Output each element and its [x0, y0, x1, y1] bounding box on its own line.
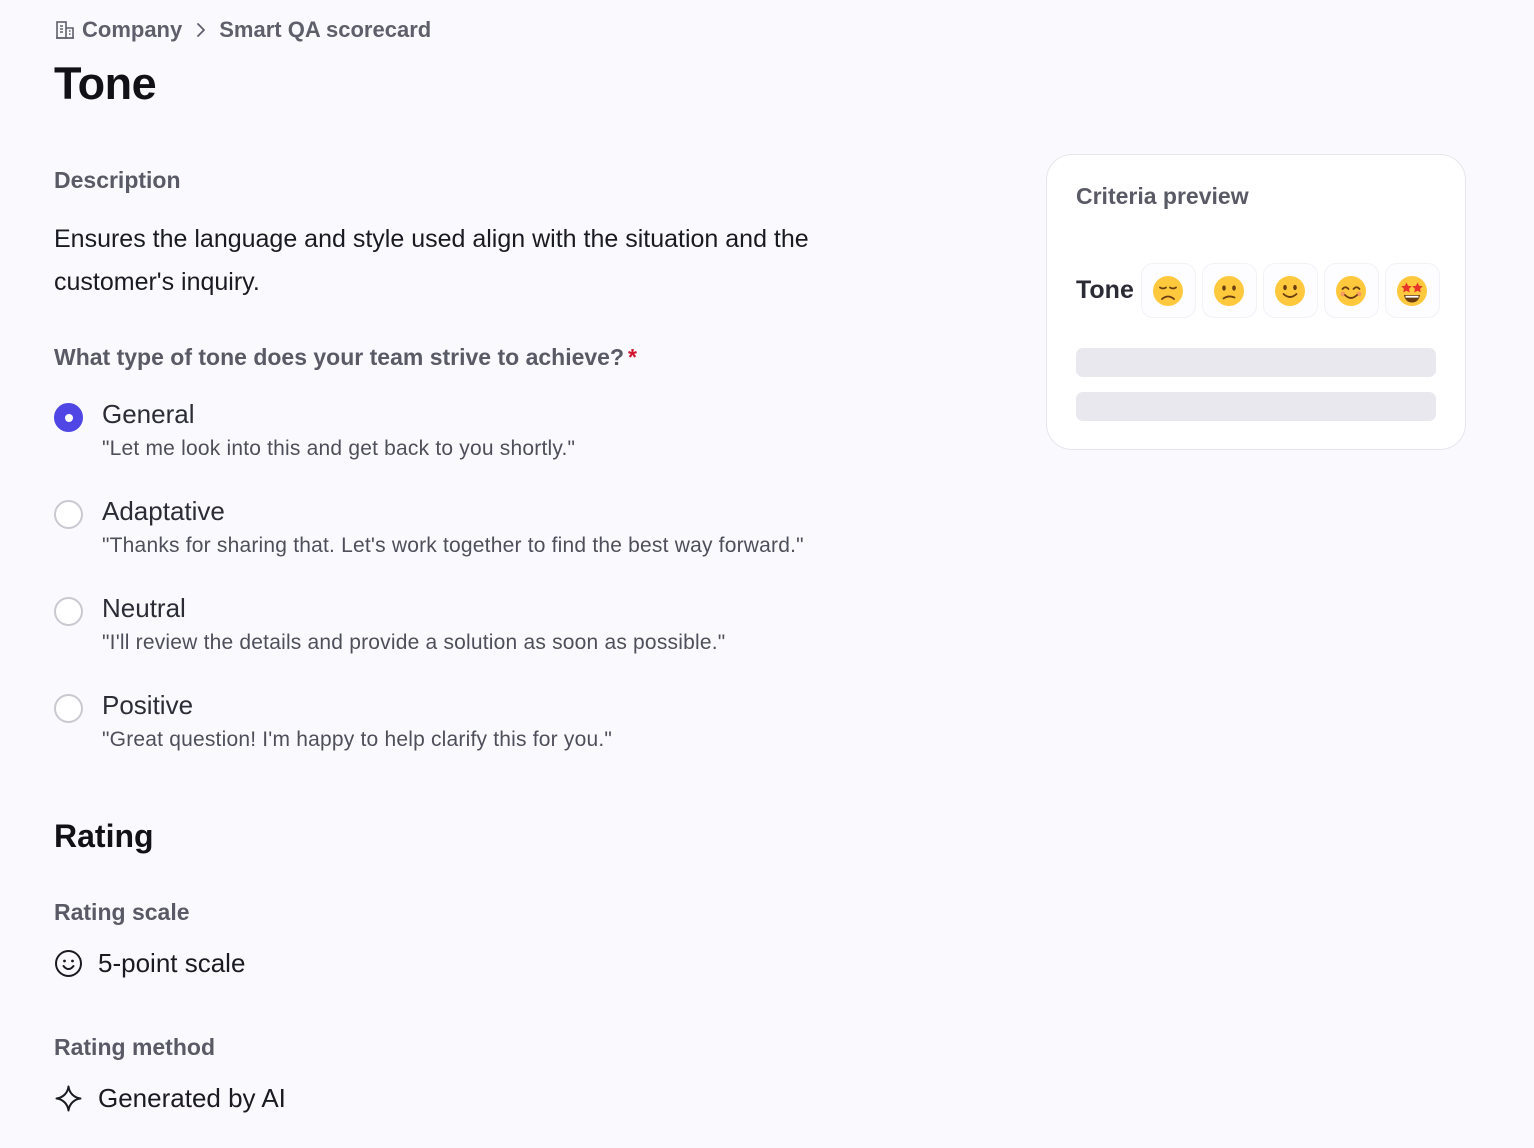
radio-neutral[interactable] [54, 597, 83, 626]
building-icon [54, 19, 76, 41]
rating-scale-label: Rating scale [54, 899, 190, 925]
rating-method-label: Rating method [54, 1034, 215, 1060]
preview-rating-row [1076, 263, 1440, 318]
smiling-face-icon[interactable] [1324, 263, 1379, 318]
skeleton-line [1076, 348, 1436, 377]
rating-heading: Rating [54, 818, 154, 854]
slightly-smiling-face-icon[interactable] [1263, 263, 1318, 318]
description-label: Description [54, 167, 181, 193]
chevron-right-icon [190, 19, 212, 41]
preview-criterion-name: Tone [1076, 276, 1134, 304]
disappointed-face-icon[interactable] [1141, 263, 1196, 318]
rating-scale-text: 5-point scale [98, 948, 246, 978]
sparkle-icon [54, 1084, 83, 1113]
preview-title: Criteria preview [1076, 183, 1249, 209]
option-label: Neutral [102, 593, 186, 623]
star-struck-face-icon[interactable] [1385, 263, 1440, 318]
rating-method-text: Generated by AI [98, 1083, 286, 1113]
breadcrumb-scorecard-link[interactable]: Smart QA scorecard [219, 17, 432, 42]
option-example: "I'll review the details and provide a solution as soon as possible." [102, 631, 726, 654]
option-example: "Great question! I'm happy to help clarify this for you." [102, 728, 613, 751]
criteria-preview-card [1046, 154, 1466, 450]
description-text: Ensures the language and style used align with the situation and the customer's inquiry. [54, 225, 809, 296]
question-text: What type of tone does your team strive to achieve? [54, 344, 625, 370]
radio-adaptative[interactable] [54, 500, 83, 529]
rating-scale-value [54, 948, 245, 979]
rating-method-value [54, 1083, 286, 1114]
option-label: Positive [102, 690, 194, 720]
smiley-icon [54, 949, 83, 978]
required-marker: * [628, 344, 637, 370]
option-example: "Thanks for sharing that. Let's work together to find the best way forward." [102, 534, 804, 557]
breadcrumb-company-link[interactable]: Company [82, 17, 183, 42]
option-label: Adaptative [102, 496, 225, 526]
option-label: General [102, 399, 195, 429]
breadcrumb [54, 17, 431, 43]
tone-question-label [54, 344, 637, 371]
confused-face-icon[interactable] [1202, 263, 1257, 318]
option-example: "Let me look into this and get back to you shortly." [102, 437, 576, 460]
radio-positive[interactable] [54, 694, 83, 723]
skeleton-line [1076, 392, 1436, 421]
page-title: Tone [54, 58, 157, 109]
radio-general[interactable] [54, 403, 83, 432]
